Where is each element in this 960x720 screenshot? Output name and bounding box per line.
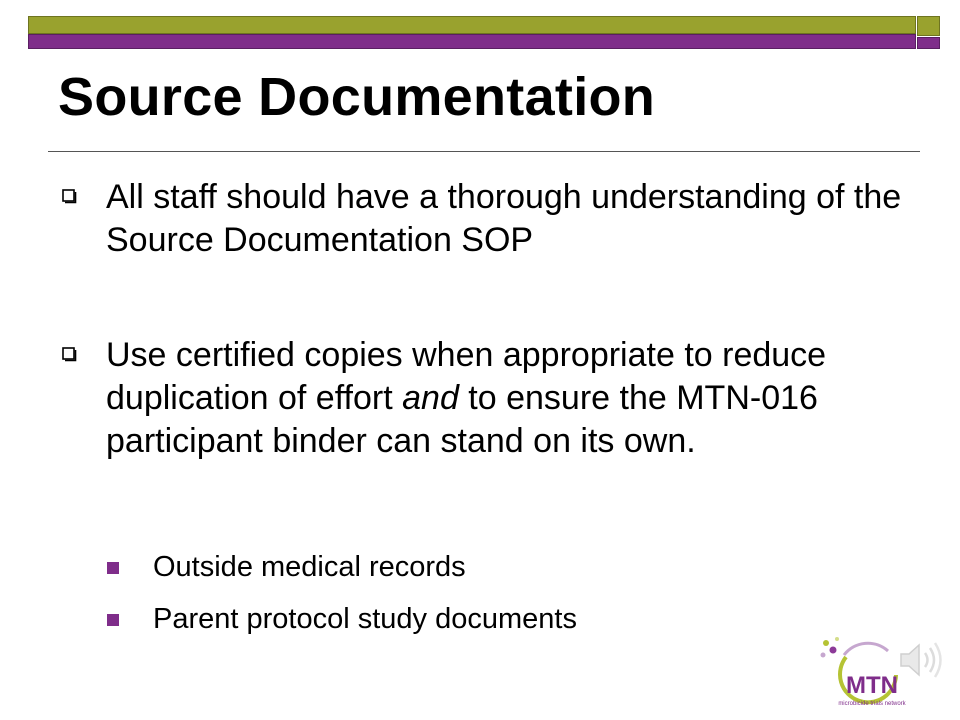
- bullet-2-text-part: Use certified copies when appropriate to reduce duplication of effort: [106, 336, 827, 417]
- subbullet-2-text: Parent protocol study documents: [153, 603, 577, 635]
- hollow-square-bullet-icon: [62, 347, 78, 363]
- decorative-top-bar-purple: [28, 34, 916, 49]
- decorative-corner-purple: [917, 37, 940, 49]
- decorative-top-bar-olive: [28, 16, 916, 34]
- bullet-1-text: All staff should have a thorough understanding of the Source Documentation SOP: [106, 178, 902, 259]
- bullet-2-text: [106, 334, 936, 463]
- logo-wordmark: MTN: [846, 672, 898, 699]
- title-divider: [48, 151, 920, 152]
- hollow-square-bullet-icon: [62, 189, 78, 205]
- filled-square-bullet-icon: [107, 562, 119, 574]
- speaker-icon[interactable]: [895, 638, 947, 682]
- bullet-2-emphasis: and: [402, 379, 459, 417]
- bullet-2-text-part: to ensure the MTN-016 participant binder can stand on its own.: [106, 379, 818, 460]
- decorative-corner-olive: [917, 16, 940, 36]
- subbullet-1-text: Outside medical records: [153, 551, 466, 583]
- slide-title: Source Documentation: [58, 67, 656, 127]
- logo-dots: [821, 637, 840, 658]
- filled-square-bullet-icon: [107, 614, 119, 626]
- logo-tagline: microbicide trials network: [838, 701, 906, 707]
